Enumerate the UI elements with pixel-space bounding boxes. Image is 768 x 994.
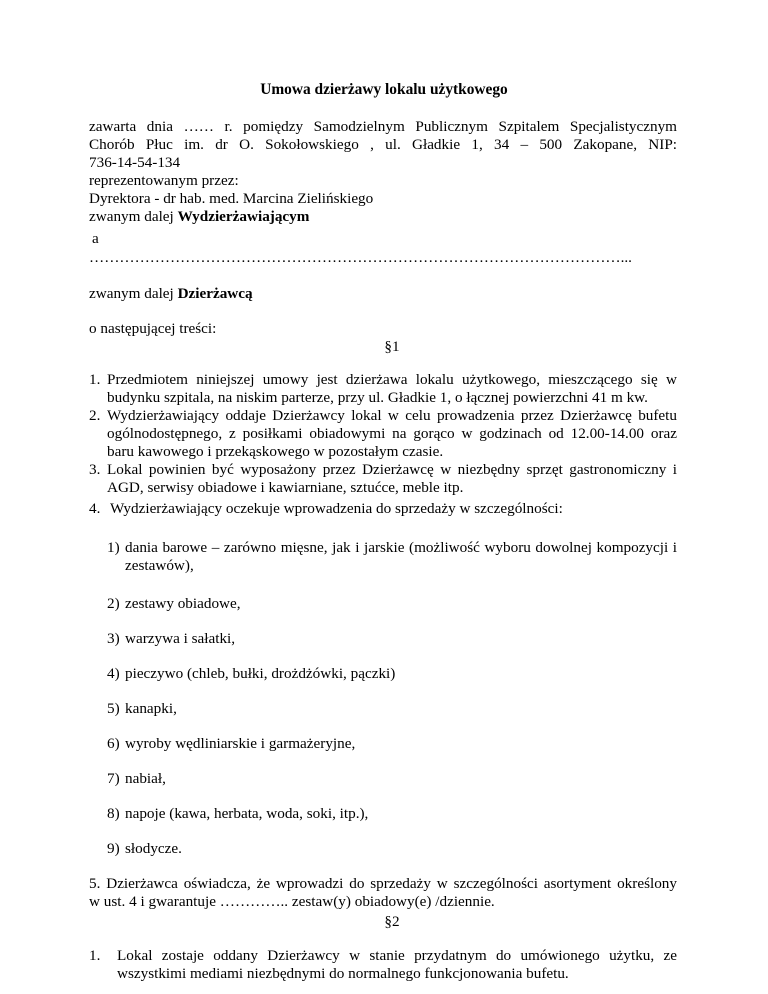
subitem-text: napoje (kawa, herbata, woda, soki, itp.), xyxy=(125,805,369,822)
section-1-item-1 xyxy=(89,371,677,407)
item-number: 1. xyxy=(89,371,101,388)
section-1-item-3 xyxy=(89,461,677,497)
subitem-text: nabiał, xyxy=(125,770,166,787)
subitem-text: warzywa i sałatki, xyxy=(125,630,236,647)
point-5-line-1: 5. Dzierżawca oświadcza, że wprowadzi do sprzedaży w szczególności asortyment określony xyxy=(89,875,677,892)
item-text: Lokal powinien być wyposażony przez Dzierżawcę w niezbędny sprzęt gastronomiczny i AGD, serwisy obiadowe i kawiarniane, sztućce, meble itp. xyxy=(107,461,677,496)
item-number: 4. xyxy=(89,500,101,517)
content-intro: o następującej treści: xyxy=(89,320,217,337)
item-text: Lokal zostaje oddany Dzierżawcy w stanie przydatnym do umówionego użytku, ze wszystkimi mediami niezbędnymi do normalnego funkcjonowania bufetu. xyxy=(117,947,677,982)
subitem-text: wyroby wędliniarskie i garmażeryjne, xyxy=(125,735,356,752)
intro-line-5: Dyrektora - dr hab. med. Marcina Zielińskiego xyxy=(89,190,374,207)
intro-line-3: 736-14-54-134 xyxy=(89,154,181,171)
lessor-prefix: zwanym dalej xyxy=(89,208,178,225)
section-2-heading: §2 xyxy=(384,913,400,930)
subitem-3 xyxy=(107,630,677,648)
section-2-list xyxy=(89,947,677,983)
subitem-text: zestawy obiadowe, xyxy=(125,595,241,612)
section-1-item-4 xyxy=(89,500,677,518)
item-text: Wydzierżawiający oddaje Dzierżawcy lokal w celu prowadzenia przez Dzierżawcę bufetu ogólnodostępnego, z posiłkami obiadowymi na gorąco w godzinach od 12.00-14.00 oraz baru kawowego i przekąskowego w pozostałym czasie. xyxy=(107,407,677,460)
document-title: Umowa dzierżawy lokalu użytkowego xyxy=(260,81,508,98)
subitem-number: 3) xyxy=(107,630,120,647)
subitem-5 xyxy=(107,700,677,718)
item-text: Wydzierżawiający oczekuje wprowadzenia do sprzedaży w szczególności: xyxy=(110,500,563,517)
a-label: a xyxy=(92,230,99,247)
subitem-text: słodycze. xyxy=(125,840,182,857)
subitem-text: kanapki, xyxy=(125,700,177,717)
item-number: 2. xyxy=(89,407,101,424)
subitem-number: 6) xyxy=(107,735,120,752)
subitem-number: 7) xyxy=(107,770,120,787)
section-1-heading: §1 xyxy=(384,338,400,355)
subitem-number: 8) xyxy=(107,805,120,822)
section-1-item-2 xyxy=(89,407,677,461)
intro-line-4: reprezentowanym przez: xyxy=(89,172,239,189)
dots-line: ……………………………………………………………………………………………... xyxy=(89,249,632,266)
subitem-text: pieczywo (chleb, bułki, drożdżówki, pączki) xyxy=(125,665,396,682)
section-2-item-1 xyxy=(89,947,677,983)
intro-line-1: zawarta dnia …… r. pomiędzy Samodzielnym Publicznym Szpitalem Specjalistycznym xyxy=(89,118,677,135)
subitem-number: 4) xyxy=(107,665,120,682)
subitem-text: dania barowe – zarówno mięsne, jak i jarskie (możliwość wyboru dowolnej kompozycji i zestawów), xyxy=(125,539,677,574)
intro-line-6 xyxy=(89,208,677,226)
subitem-8 xyxy=(107,805,677,823)
tenant-prefix: zwanym dalej xyxy=(89,285,178,302)
subitem-4 xyxy=(107,665,677,683)
point-5-line-2: w ust. 4 i gwarantuje ………….. zestaw(y) obiadowy(e) /dziennie. xyxy=(89,893,495,910)
subitem-1 xyxy=(107,539,677,575)
subitem-number: 1) xyxy=(107,539,120,556)
subitem-6 xyxy=(107,735,677,753)
item-number: 3. xyxy=(89,461,101,478)
subitem-7 xyxy=(107,770,677,788)
subitem-2 xyxy=(107,595,677,613)
intro-block xyxy=(89,118,677,226)
point-5 xyxy=(89,875,677,911)
tenant-name: Dzierżawcą xyxy=(177,285,253,302)
item-text: Przedmiotem niniejszej umowy jest dzierżawa lokalu użytkowego, mieszczącego się w budynku szpitala, na niskim parterze, przy ul. Gładkie 1, o łącznej powierzchni 41 m kw. xyxy=(107,371,677,406)
subitem-9 xyxy=(107,840,677,858)
lessor-name: Wydzierżawiającym xyxy=(177,208,310,225)
intro-line-2: Chorób Płuc im. dr O. Sokołowskiego , ul. Gładkie 1, 34 – 500 Zakopane, NIP: xyxy=(89,136,677,153)
item-number: 1. xyxy=(89,947,101,964)
section-1-list xyxy=(89,371,677,518)
subitem-number: 9) xyxy=(107,840,120,857)
tenant-line xyxy=(89,285,677,303)
subitem-number: 5) xyxy=(107,700,120,717)
subitem-number: 2) xyxy=(107,595,120,612)
